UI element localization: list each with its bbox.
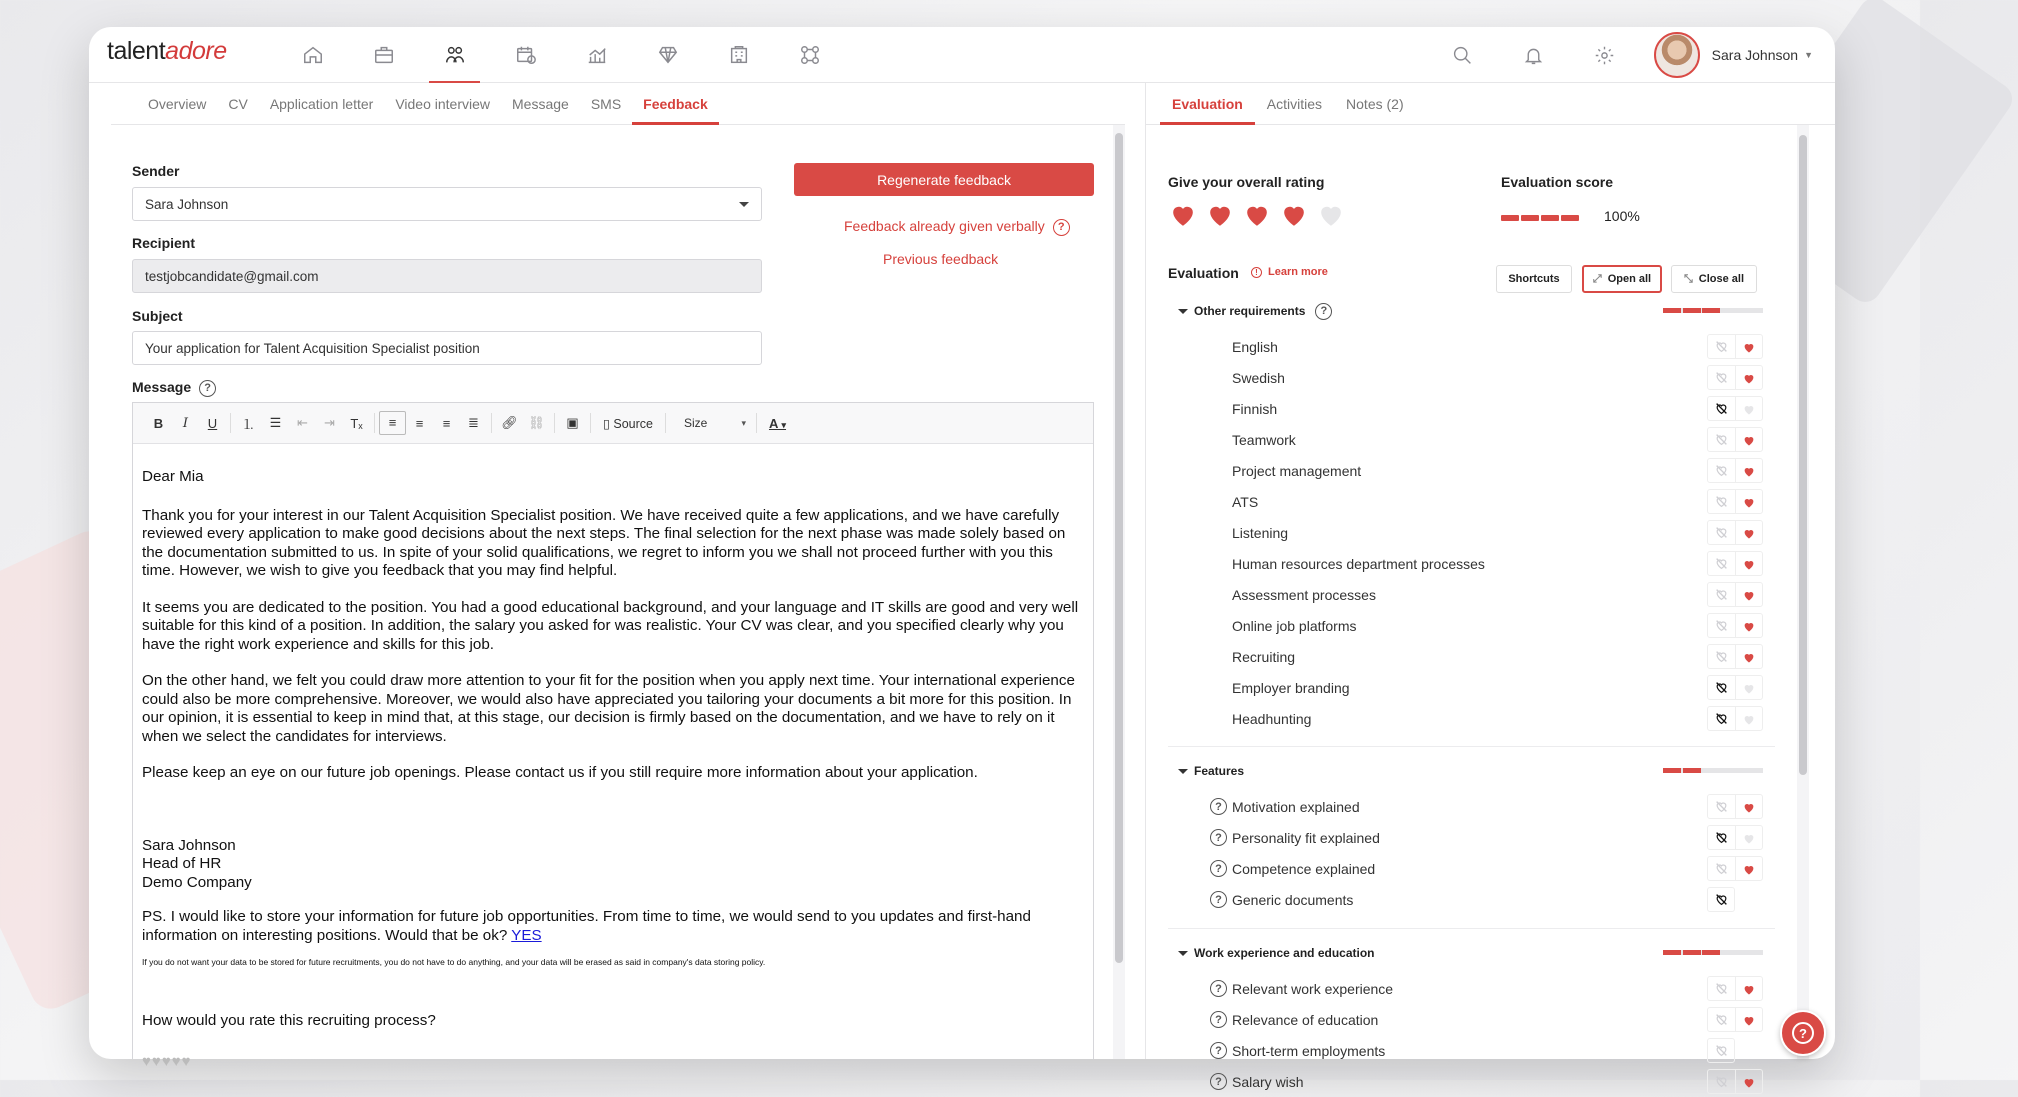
learn-more-link[interactable]: ! Learn more [1251, 266, 1328, 278]
sender-select[interactable]: Sara Johnson [132, 187, 762, 221]
message-editor [132, 402, 1094, 1070]
message-label: Message ? [132, 379, 216, 397]
user-menu[interactable] [1640, 32, 1835, 78]
editor-toolbar [133, 403, 1093, 444]
paragraph: It seems you are dedicated to the position. You had a good educational background, and your language and IT skills are good and very well suitable for this kind of a position. In addition, the salary you asked for was realistic. Your CV was clear, and you specified clearly why you have the right work experience and skills for this job. [142, 598, 1079, 653]
progress-segment [1683, 308, 1701, 313]
dislike-toggle-icon[interactable] [1708, 676, 1736, 699]
section-progress-bar [1663, 950, 1763, 955]
section-progress-bar [1663, 768, 1763, 773]
like-toggle-icon[interactable] [1736, 707, 1763, 730]
help-icon[interactable]: ? [1210, 829, 1227, 846]
criteria-label: Human resources department processes [1232, 555, 1485, 572]
italic-button[interactable]: I [182, 415, 189, 431]
evaluation-section [1168, 301, 1775, 734]
close-all-button[interactable]: ⤡ Close all [1671, 265, 1757, 293]
font-size-select[interactable]: Size ▾ [670, 416, 752, 430]
source-button[interactable]: ▯ Source [603, 416, 653, 431]
tab-overview[interactable]: Overview [148, 96, 207, 112]
align-right-icon[interactable]: ≡ [442, 415, 451, 431]
align-left-icon[interactable]: ≡ [379, 411, 406, 435]
info-icon: ! [1251, 267, 1262, 278]
app-window [89, 27, 1835, 1090]
subject-field[interactable]: Your application for Talent Acquisition Specialist position [132, 331, 762, 365]
tab-evaluation[interactable]: Evaluation [1160, 96, 1255, 124]
progress-segment [1702, 308, 1720, 313]
criteria-label: Headhunting [1232, 710, 1312, 727]
message-body[interactable] [133, 444, 1093, 1095]
rating-heart-icon[interactable] [1279, 200, 1316, 230]
criteria-row [1168, 455, 1775, 486]
tab-feedback[interactable]: Feedback [632, 96, 719, 124]
integrations-icon[interactable] [774, 27, 845, 83]
tab-message[interactable]: Message [512, 96, 569, 112]
help-icon[interactable]: ? [1210, 798, 1227, 815]
recipient-field[interactable]: testjobcandidate@gmail.com [132, 259, 762, 293]
dislike-toggle-icon[interactable] [1708, 1008, 1736, 1031]
like-toggle-icon[interactable] [1736, 645, 1763, 668]
help-button[interactable] [1780, 1010, 1826, 1056]
rating-heart-icon[interactable] [1242, 200, 1279, 230]
criteria-list [1168, 973, 1775, 1097]
criteria-label: Employer branding [1232, 679, 1350, 696]
gear-icon[interactable] [1569, 45, 1640, 66]
criteria-list [1168, 331, 1775, 734]
dislike-toggle-icon[interactable] [1708, 335, 1736, 358]
main-nav [277, 27, 845, 83]
rating-hearts[interactable]: ♥♥♥♥♥ [142, 1052, 192, 1070]
tab-cv[interactable]: CV [228, 96, 248, 112]
criteria-label: Short-term employments [1232, 1042, 1386, 1059]
like-toggle-icon[interactable] [1736, 490, 1763, 513]
section-title: Other requirements [1194, 304, 1306, 318]
section-header[interactable] [1168, 943, 1775, 963]
like-toggle-icon[interactable] [1736, 459, 1763, 482]
criteria-row [1168, 1066, 1775, 1097]
numbered-list-icon[interactable]: ⒈ [241, 416, 255, 432]
section-divider [1168, 746, 1775, 747]
section-title: Features [1194, 764, 1245, 778]
tab-video-interview[interactable]: Video interview [395, 96, 491, 112]
criteria-row [1168, 791, 1775, 822]
criteria-label: Personality fit explained [1232, 829, 1380, 846]
dislike-toggle-icon[interactable] [1708, 645, 1736, 668]
section-title: Work experience and education [1194, 946, 1375, 960]
criteria-label: Relevance of education [1232, 1011, 1379, 1028]
evaluation-score-bar [1501, 215, 1581, 221]
criteria-row [1168, 853, 1775, 884]
like-toggle-icon[interactable] [1736, 614, 1763, 637]
like-toggle-icon[interactable] [1736, 676, 1763, 699]
criteria-row [1168, 641, 1775, 672]
dislike-toggle-icon[interactable] [1708, 459, 1736, 482]
help-icon[interactable]: ? [1210, 1042, 1227, 1059]
dislike-toggle-icon[interactable] [1708, 397, 1736, 420]
criteria-label: Salary wish [1232, 1073, 1304, 1090]
align-center-icon[interactable]: ≡ [415, 415, 424, 431]
like-toggle-icon[interactable] [1736, 826, 1763, 849]
evaluation-tabs [1146, 83, 1835, 125]
scrollbar[interactable] [1797, 125, 1809, 1059]
dislike-toggle-icon[interactable] [1708, 614, 1736, 637]
scrollbar[interactable] [1113, 125, 1125, 1059]
progress-segment [1702, 950, 1720, 955]
score-segment [1501, 215, 1519, 221]
sender-label: Sender [132, 163, 180, 179]
ps-paragraph: PS. I would like to store your information for future job opportunities. From time to time, we would send to you updates and first-hand information on interesting positions. Would that be ok? YES [142, 908, 1031, 944]
paragraph: Please keep an eye on our future job openings. Please contact us if you still require more information about your application. [142, 764, 978, 781]
dislike-toggle-icon[interactable] [1708, 857, 1736, 880]
criteria-label: ATS [1232, 493, 1259, 510]
dislike-toggle-icon[interactable] [1708, 583, 1736, 606]
dislike-toggle-icon[interactable] [1708, 490, 1736, 513]
progress-segment [1683, 950, 1701, 955]
criteria-row [1168, 548, 1775, 579]
briefcase-icon[interactable] [348, 27, 419, 83]
help-icon[interactable]: ? [1053, 219, 1070, 236]
criteria-label: Assessment processes [1232, 586, 1376, 603]
recipient-label: Recipient [132, 235, 196, 251]
analytics-icon[interactable] [561, 27, 632, 83]
criteria-row [1168, 610, 1775, 641]
section-divider [1168, 928, 1775, 929]
criteria-row [1168, 424, 1775, 455]
question-icon: ? [1792, 1022, 1814, 1044]
calendar-icon[interactable] [490, 27, 561, 83]
consent-yes-link[interactable]: YES [511, 926, 542, 944]
section-header[interactable] [1168, 761, 1775, 781]
previous-feedback-link[interactable]: Previous feedback [883, 251, 999, 267]
bell-icon[interactable] [1498, 45, 1569, 66]
tab-activities[interactable]: Activities [1266, 96, 1323, 112]
overall-rating-hearts[interactable] [1168, 200, 1353, 230]
candidate-tabs [111, 83, 1125, 125]
criteria-row [1168, 331, 1775, 362]
avatar[interactable] [1654, 32, 1700, 78]
diamond-icon[interactable] [632, 27, 703, 83]
criteria-row [1168, 362, 1775, 393]
help-icon[interactable]: ? [199, 380, 216, 397]
people-icon[interactable] [419, 27, 490, 83]
criteria-label: Listening [1232, 524, 1289, 541]
user-name: Sara Johnson [1711, 47, 1799, 63]
criteria-label: Competence explained [1232, 860, 1376, 877]
dislike-toggle-icon[interactable] [1708, 888, 1734, 911]
signature-name: Sara Johnson [142, 836, 236, 854]
score-segment [1521, 215, 1539, 221]
subject-label: Subject [132, 308, 183, 324]
rating-question: How would you rate this recruiting process? [142, 1012, 436, 1029]
caret-down-icon [1178, 769, 1188, 774]
help-icon[interactable]: ? [1210, 891, 1227, 908]
regenerate-feedback-button[interactable]: Regenerate feedback [794, 163, 1094, 196]
justify-icon[interactable]: ≣ [468, 415, 479, 430]
criteria-row [1168, 1035, 1775, 1066]
like-toggle-icon[interactable] [1736, 977, 1763, 1000]
help-icon[interactable]: ? [1210, 1073, 1227, 1090]
help-icon[interactable]: ? [1210, 1011, 1227, 1028]
section-progress-bar [1663, 308, 1763, 313]
evaluation-panel [1145, 83, 1835, 1090]
like-toggle-icon[interactable] [1736, 795, 1763, 818]
criteria-label: Finnish [1232, 400, 1278, 417]
home-icon[interactable] [277, 27, 348, 83]
evaluation-score-label: Evaluation score [1501, 174, 1614, 190]
criteria-label: Motivation explained [1232, 798, 1360, 815]
progress-segment [1663, 950, 1681, 955]
signature-title: Head of HR [142, 855, 222, 872]
clear-format-icon[interactable]: Tₓ [350, 415, 363, 431]
dislike-toggle-icon[interactable] [1708, 552, 1736, 575]
criteria-row [1168, 517, 1775, 548]
open-all-button[interactable]: ⤢ Open all [1582, 265, 1662, 293]
logo[interactable]: talentadore [107, 37, 227, 65]
like-toggle-icon[interactable] [1736, 857, 1763, 880]
dislike-toggle-icon[interactable] [1708, 366, 1736, 389]
criteria-label: English [1232, 338, 1278, 355]
like-toggle-icon[interactable] [1736, 397, 1763, 420]
bulleted-list-icon[interactable]: ☰ [269, 415, 282, 430]
text-color-button[interactable]: A ▾ [768, 415, 787, 431]
score-segment [1561, 215, 1579, 221]
greeting: Dear Mia [142, 468, 204, 485]
header-tools [1427, 27, 1835, 83]
dislike-toggle-icon[interactable] [1708, 795, 1736, 818]
progress-segment [1663, 308, 1681, 313]
rating-heart-icon[interactable] [1316, 200, 1353, 230]
criteria-label: Recruiting [1232, 648, 1296, 665]
paragraph: On the other hand, we felt you could draw more attention to your fit for the position when you apply next time. Your international experience could also be more comprehensive. Moreover, we would also have appreciated you tailoring your documents a bit more for this position. In our opinion, it is essential to keep in mind that, at this stage, our decision is firmly based on the documentation, and we have to rely on it when we select the candidates for interviews. [142, 672, 1075, 745]
like-toggle-icon[interactable] [1736, 335, 1763, 358]
link-icon[interactable]: 🔗︎ [501, 415, 518, 430]
outdent-icon[interactable]: ⇤ [297, 415, 308, 430]
evaluation-section [1168, 943, 1775, 1097]
like-toggle-icon[interactable] [1736, 1070, 1763, 1093]
shortcuts-button[interactable]: Shortcuts [1496, 265, 1572, 293]
criteria-row [1168, 703, 1775, 734]
feedback-given-verbally-link[interactable]: Feedback already given verbally ? [844, 218, 1070, 236]
criteria-row [1168, 1004, 1775, 1035]
progress-segment [1663, 768, 1681, 773]
scrollbar-thumb[interactable] [1115, 133, 1123, 963]
like-toggle-icon[interactable] [1736, 366, 1763, 389]
like-toggle-icon[interactable] [1736, 552, 1763, 575]
signature-company: Demo Company [142, 873, 252, 891]
criteria-label: Generic documents [1232, 891, 1354, 908]
dislike-toggle-icon[interactable] [1708, 1070, 1736, 1093]
scrollbar-thumb[interactable] [1799, 135, 1807, 775]
criteria-label: Online job platforms [1232, 617, 1357, 634]
chevron-down-icon: ▼ [1804, 50, 1813, 60]
criteria-label: Swedish [1232, 369, 1285, 386]
evaluation-score-value: 100% [1604, 208, 1640, 224]
dislike-toggle-icon[interactable] [1708, 977, 1736, 1000]
dislike-toggle-icon[interactable] [1708, 428, 1736, 451]
building-icon[interactable] [703, 27, 774, 83]
criteria-row [1168, 822, 1775, 853]
tab-application-letter[interactable]: Application letter [269, 96, 374, 112]
like-toggle-icon[interactable] [1736, 1008, 1763, 1031]
fineprint: If you do not want your data to be stored for future recruitments, you do not have to do anything, and your data will be erased as said in company's data storing policy. [142, 957, 766, 967]
tab-sms[interactable]: SMS [590, 96, 622, 112]
help-icon[interactable]: ? [1210, 860, 1227, 877]
criteria-row [1168, 486, 1775, 517]
criteria-row [1168, 393, 1775, 424]
progress-segment [1683, 768, 1701, 773]
criteria-label: Relevant work experience [1232, 980, 1394, 997]
caret-down-icon [1178, 309, 1188, 314]
help-icon[interactable]: ? [1315, 303, 1332, 320]
like-toggle-icon[interactable] [1736, 521, 1763, 544]
dislike-toggle-icon[interactable] [1708, 826, 1736, 849]
bold-button[interactable]: B [153, 415, 164, 431]
evaluation-title: Evaluation [1168, 265, 1239, 281]
score-segment [1541, 215, 1559, 221]
rating-heart-icon[interactable] [1168, 200, 1205, 230]
criteria-row [1168, 973, 1775, 1004]
underline-button[interactable]: U [207, 415, 218, 431]
evaluation-section [1168, 761, 1775, 915]
paragraph: Thank you for your interest in our Talent Acquisition Specialist position. We have received quite a few applications, and we have carefully reviewed every application to make good decisions about the next steps. The final selection for the next phase was made solely based on the documentation submitted to us. In spite of your solid qualifications, we regret to inform you we shall not proceed further with you this time. However, we wish to give you feedback that you may find helpful. [142, 506, 1066, 579]
criteria-list [1168, 791, 1775, 915]
tab-notes[interactable]: Notes (2) [1346, 96, 1404, 112]
candidate-panel [111, 83, 1125, 1070]
top-bar [89, 27, 1835, 83]
like-toggle-icon[interactable] [1736, 583, 1763, 606]
help-icon[interactable]: ? [1210, 980, 1227, 997]
dislike-toggle-icon[interactable] [1708, 1039, 1734, 1062]
criteria-row [1168, 672, 1775, 703]
criteria-row [1168, 884, 1775, 915]
like-toggle-icon[interactable] [1736, 428, 1763, 451]
caret-down-icon [1178, 951, 1188, 956]
dislike-toggle-icon[interactable] [1708, 707, 1736, 730]
rating-heart-icon[interactable] [1205, 200, 1242, 230]
search-icon[interactable] [1427, 45, 1498, 66]
unlink-icon[interactable]: ⛓︎ [528, 415, 545, 430]
criteria-label: Teamwork [1232, 431, 1296, 448]
section-header[interactable] [1168, 301, 1775, 321]
dislike-toggle-icon[interactable] [1708, 521, 1736, 544]
overall-rating-label: Give your overall rating [1168, 174, 1325, 190]
criteria-row [1168, 579, 1775, 610]
criteria-label: Project management [1232, 462, 1362, 479]
image-icon[interactable]: ▣ [566, 415, 579, 430]
indent-icon[interactable]: ⇥ [324, 415, 335, 430]
